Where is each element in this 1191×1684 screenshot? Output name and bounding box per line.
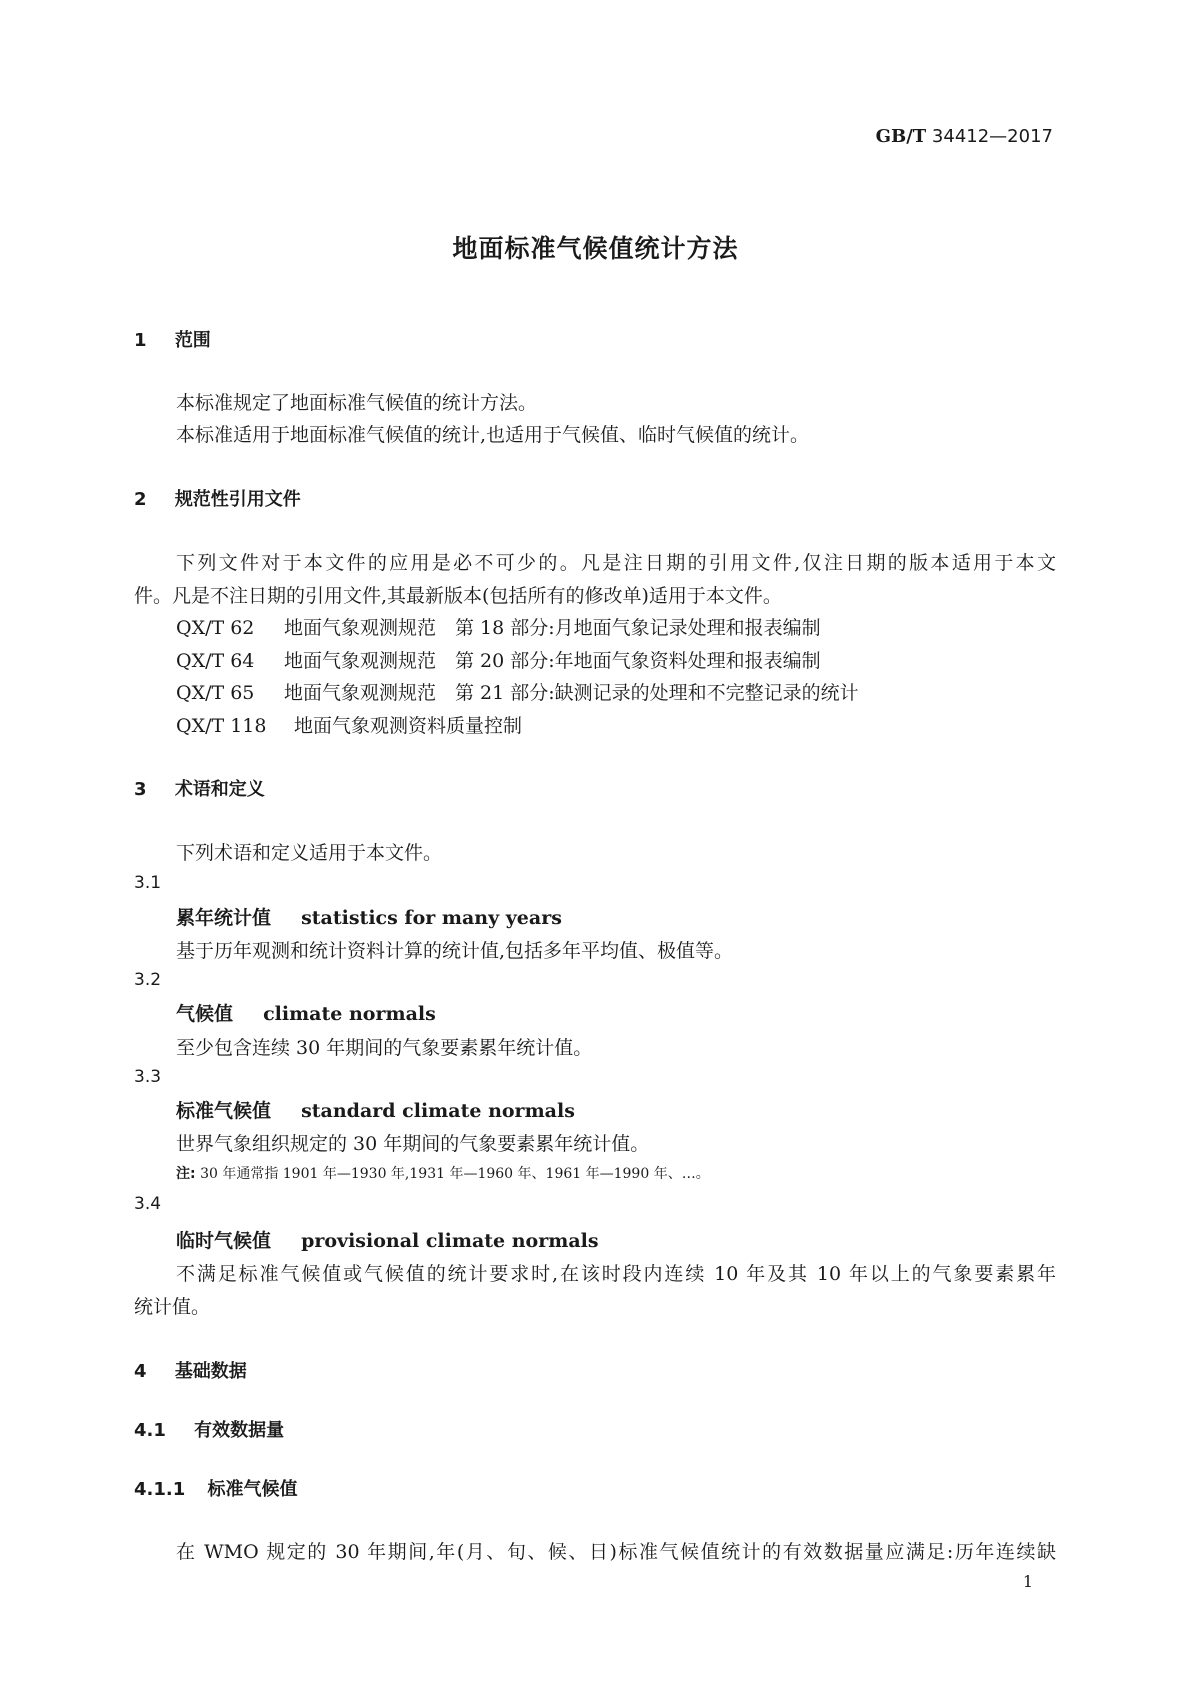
term-english: standard climate normals <box>301 1100 575 1122</box>
term-number: 3.4 <box>134 1194 162 1214</box>
subsection-4-1-1-heading <box>134 1475 298 1501</box>
section-number: 4.1 <box>134 1420 166 1441</box>
reference-code: QX/T 64 <box>176 650 255 672</box>
document-header <box>876 126 1053 147</box>
reference-item <box>176 646 821 673</box>
term-definition-line: 统计值。 <box>134 1296 211 1318</box>
document-title: 地面标准气候值统计方法 <box>452 234 739 263</box>
reference-code: QX/T 65 <box>176 682 255 704</box>
section-2-heading <box>134 485 301 511</box>
term-chinese: 气候值 <box>176 1003 234 1025</box>
term-heading <box>176 903 562 930</box>
section-number: 1 <box>134 330 147 351</box>
term-chinese: 标准气候值 <box>176 1100 272 1122</box>
page-number: 1 <box>1022 1572 1033 1591</box>
standard-number: 34412—2017 <box>931 126 1053 147</box>
reference-title: 地面气象观测规范 第 21 部分:缺测记录的处理和不完整记录的统计 <box>284 682 859 704</box>
section-4-heading <box>134 1357 247 1383</box>
reference-code: QX/T 118 <box>176 715 267 737</box>
term-heading <box>176 1096 575 1123</box>
note <box>176 1163 710 1183</box>
term-chinese: 临时气候值 <box>176 1230 272 1252</box>
term-definition: 世界气象组织规定的 30 年期间的气象要素累年统计值。 <box>176 1133 650 1155</box>
term-english: climate normals <box>263 1003 436 1025</box>
section-title: 标准气候值 <box>207 1479 298 1500</box>
term-chinese: 累年统计值 <box>176 907 272 929</box>
section-number: 3 <box>134 779 147 800</box>
section-1-heading <box>134 326 211 352</box>
term-definition: 基于历年观测和统计资料计算的统计值,包括多年平均值、极值等。 <box>176 940 734 962</box>
paragraph: 本标准适用于地面标准气候值的统计,也适用于气候值、临时气候值的统计。 <box>176 424 810 446</box>
reference-title: 地面气象观测规范 第 18 部分:月地面气象记录处理和报表编制 <box>284 617 821 639</box>
section-number: 4.1.1 <box>134 1479 186 1500</box>
term-heading <box>176 1226 599 1253</box>
reference-title: 地面气象观测资料质量控制 <box>294 715 523 737</box>
term-definition: 至少包含连续 30 年期间的气象要素累年统计值。 <box>176 1037 593 1059</box>
section-title: 有效数据量 <box>194 1420 285 1441</box>
section-number: 4 <box>134 1361 147 1382</box>
term-definition-line: 不满足标准气候值或气候值的统计要求时,在该时段内连续 10 年及其 10 年以上的气象要素累年 <box>176 1263 1056 1285</box>
reference-code: QX/T 62 <box>176 617 255 639</box>
section-title: 术语和定义 <box>174 779 265 800</box>
paragraph: 本标准规定了地面标准气候值的统计方法。 <box>176 392 538 414</box>
section-3-heading <box>134 775 265 801</box>
term-heading <box>176 999 436 1026</box>
section-title: 基础数据 <box>174 1361 247 1382</box>
subsection-4-1-heading <box>134 1416 284 1442</box>
term-number: 3.1 <box>134 873 162 893</box>
paragraph-line: 件。凡是不注日期的引用文件,其最新版本(包括所有的修改单)适用于本文件。 <box>134 585 782 607</box>
reference-item <box>176 711 522 738</box>
paragraph-line: 下列文件对于本文件的应用是必不可少的。凡是注日期的引用文件,仅注日期的版本适用于本文 <box>176 552 1056 574</box>
reference-item <box>176 678 859 705</box>
note-text: 30 年通常指 1901 年—1930 年,1931 年—1960 年、1961 年—1990 年、…。 <box>200 1166 710 1182</box>
term-english: provisional climate normals <box>301 1230 599 1252</box>
paragraph: 下列术语和定义适用于本文件。 <box>176 842 443 864</box>
section-number: 2 <box>134 489 147 510</box>
paragraph-line: 在 WMO 规定的 30 年期间,年(月、旬、候、日)标准气候值统计的有效数据量应满足:历年连续缺 <box>176 1541 1056 1563</box>
standard-code: GB/T <box>875 126 927 147</box>
reference-title: 地面气象观测规范 第 20 部分:年地面气象资料处理和报表编制 <box>284 650 821 672</box>
term-number: 3.3 <box>134 1067 162 1087</box>
section-title: 规范性引用文件 <box>174 489 301 510</box>
section-title: 范围 <box>174 330 211 351</box>
term-number: 3.2 <box>134 970 162 990</box>
term-english: statistics for many years <box>301 907 562 929</box>
reference-item <box>176 613 821 640</box>
note-label: 注: <box>176 1166 196 1182</box>
